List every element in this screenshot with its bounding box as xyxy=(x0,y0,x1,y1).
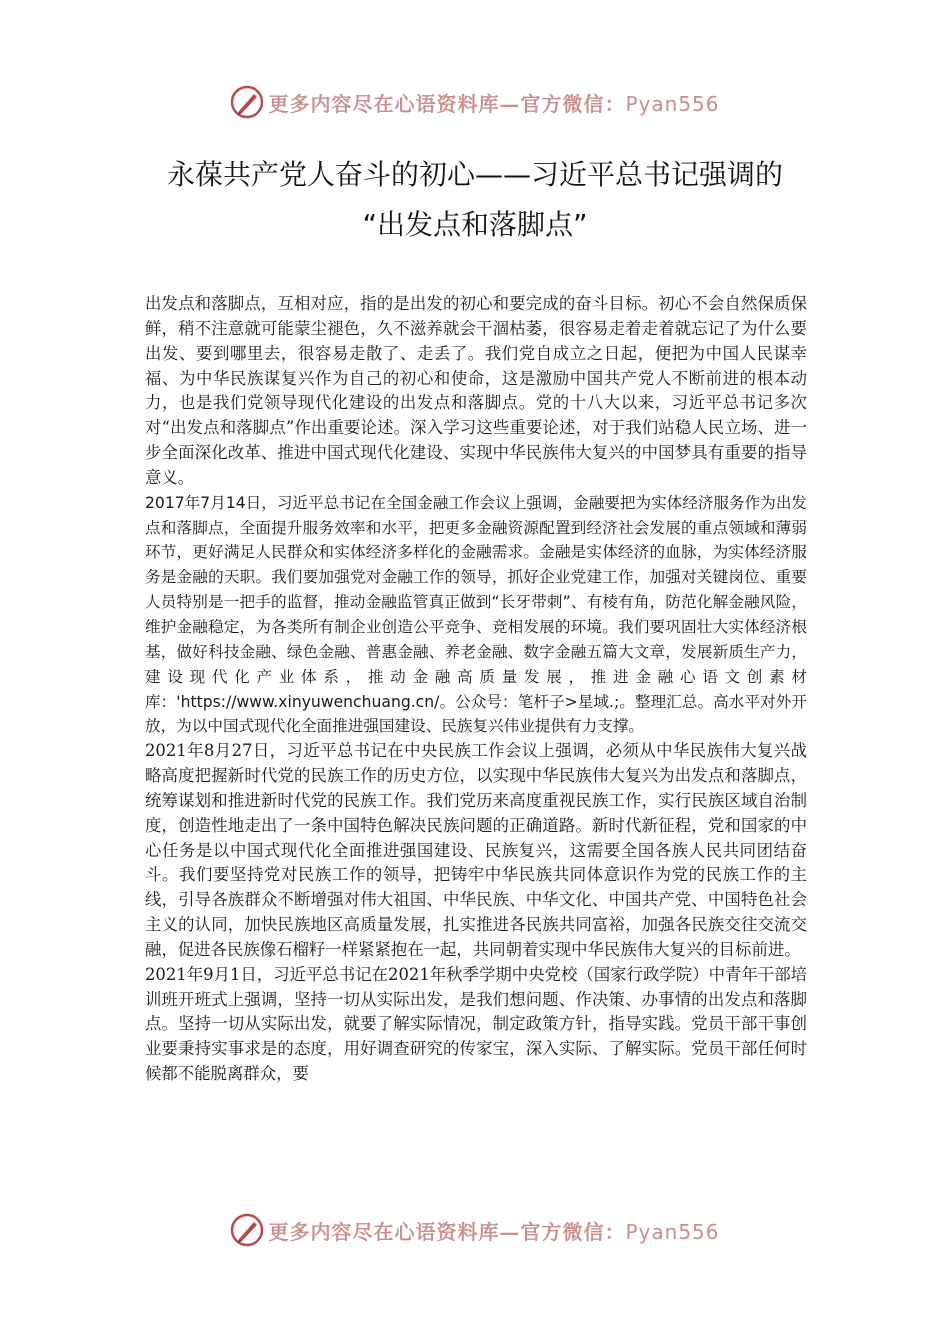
paragraph-finance: 2017年7月14日，习近平总书记在全国金融工作会议上强调，金融要把为实体经济服务作为出发点和落脚点，全面提升服务效率和水平，把更多金融资源配置到经济社会发展的重点领域和薄弱环节，更好满足人民群众和实体经济多样化的金融需求。金融是实体经济的血脉，为实体经济服务是金融的天职。我们要加强党对金融工作的领导，抓好企业党建工作，加强对关键岗位、重要人员特别是一把手的监督，推动金融监管真正做到“长牙带刺”、有棱有角，防范化解金融风险，维护金融稳定，为各类所有制企业创造公平竞争、竞相发展的环境。我们要巩固壮大实体经济根基，做好科技金融、绿色金融、普惠金融、养老金融、数字金融五篇大文章，发展新质生产力，建设现代化产业体系，推动金融高质量发展，推进金融心语文创素材库：'https://www.xinyuwenchuang.cn/。公众号：笔杆子>星域.;。整理汇总。高水平对外开放，为以中国式现代化全面推进强国建设、民族复兴伟业提供有力支撑。 xyxy=(145,493,808,736)
pen-logo-icon xyxy=(230,85,264,119)
banner-account: Pyan556 xyxy=(625,91,720,116)
header-banner xyxy=(0,82,950,122)
paragraph-intro: 出发点和落脚点，互相对应，指的是出发的初心和要完成的奋斗目标。初心不会自然保质保鲜，稍不注意就可能蒙尘褪色，久不滋养就会干涸枯萎，很容易走着走着就忘记了为什么要出发、要到哪里去，很容易走散了、走丢了。我们党自成立之日起，便把为中国人民谋幸福、为中华民族谋复兴作为自己的初心和使命，这是激励中国共产党人不断前进的根本动力，也是我们党领导现代化建设的出发点和落脚点。党的十八大以来，习近平总书记多次对“出发点和落脚点”作出重要论述。深入学习这些重要论述，对于我们站稳人民立场、进一步全面深化改革、推进中国式现代化建设、实现中华民族伟大复兴的中国梦具有重要的指导意义。 xyxy=(145,294,807,487)
paragraph-party-school: 2021年9月1日，习近平总书记在2021年秋季学期中央党校（国家行政学院）中青年干部培训班开班式上强调，坚持一切从实际出发，是我们想问题、作决策、办事情的出发点和落脚点。坚持一切从实际出发，就要了解实际情况，制定政策方针，指导实践。党员干部干事创业要秉持实事求是的态度，用好调查研究的传家宝，深入实际、了解实际。党员干部任何时候都不能脱离群众，要 xyxy=(145,964,807,1084)
article-body xyxy=(145,292,807,1087)
banner-account: Pyan556 xyxy=(625,1219,720,1244)
title-line-2: “出发点和落脚点” xyxy=(362,208,588,241)
banner-text: 更多内容尽在心语资料库—官方微信：Pyan556 xyxy=(268,1219,720,1244)
footer-banner xyxy=(0,1210,950,1250)
paragraph-ethnic: 2021年8月27日，习近平总书记在中央民族工作会议上强调，必须从中华民族伟大复兴战略高度把握新时代党的民族工作的历史方位，以实现中华民族伟大复兴为出发点和落脚点，统筹谋划和推进新时代党的民族工作。我们党历来高度重视民族工作，实行民族区域自治制度，创造性地走出了一条中国特色解决民族问题的正确道路。新时代新征程，党和国家的中心任务是以中国式现代化全面推进强国建设、民族复兴，这需要全国各族人民共同团结奋斗。我们要坚持党对民族工作的领导，把铸牢中华民族共同体意识作为党的民族工作的主线，引导各族群众不断增强对伟大祖国、中华民族、中华文化、中国共产党、中国特色社会主义的认同，加快民族地区高质量发展，扎实推进各民族共同富裕，加强各民族交往交流交融，促进各民族像石榴籽一样紧紧抱在一起，共同朝着实现中华民族伟大复兴的目标前进。 xyxy=(145,741,807,959)
page-title xyxy=(60,150,890,250)
title-line-1: 永葆共产党人奋斗的初心——习近平总书记强调的 xyxy=(166,158,783,191)
banner-text: 更多内容尽在心语资料库—官方微信：Pyan556 xyxy=(268,91,720,116)
pen-logo-icon xyxy=(230,1213,264,1247)
